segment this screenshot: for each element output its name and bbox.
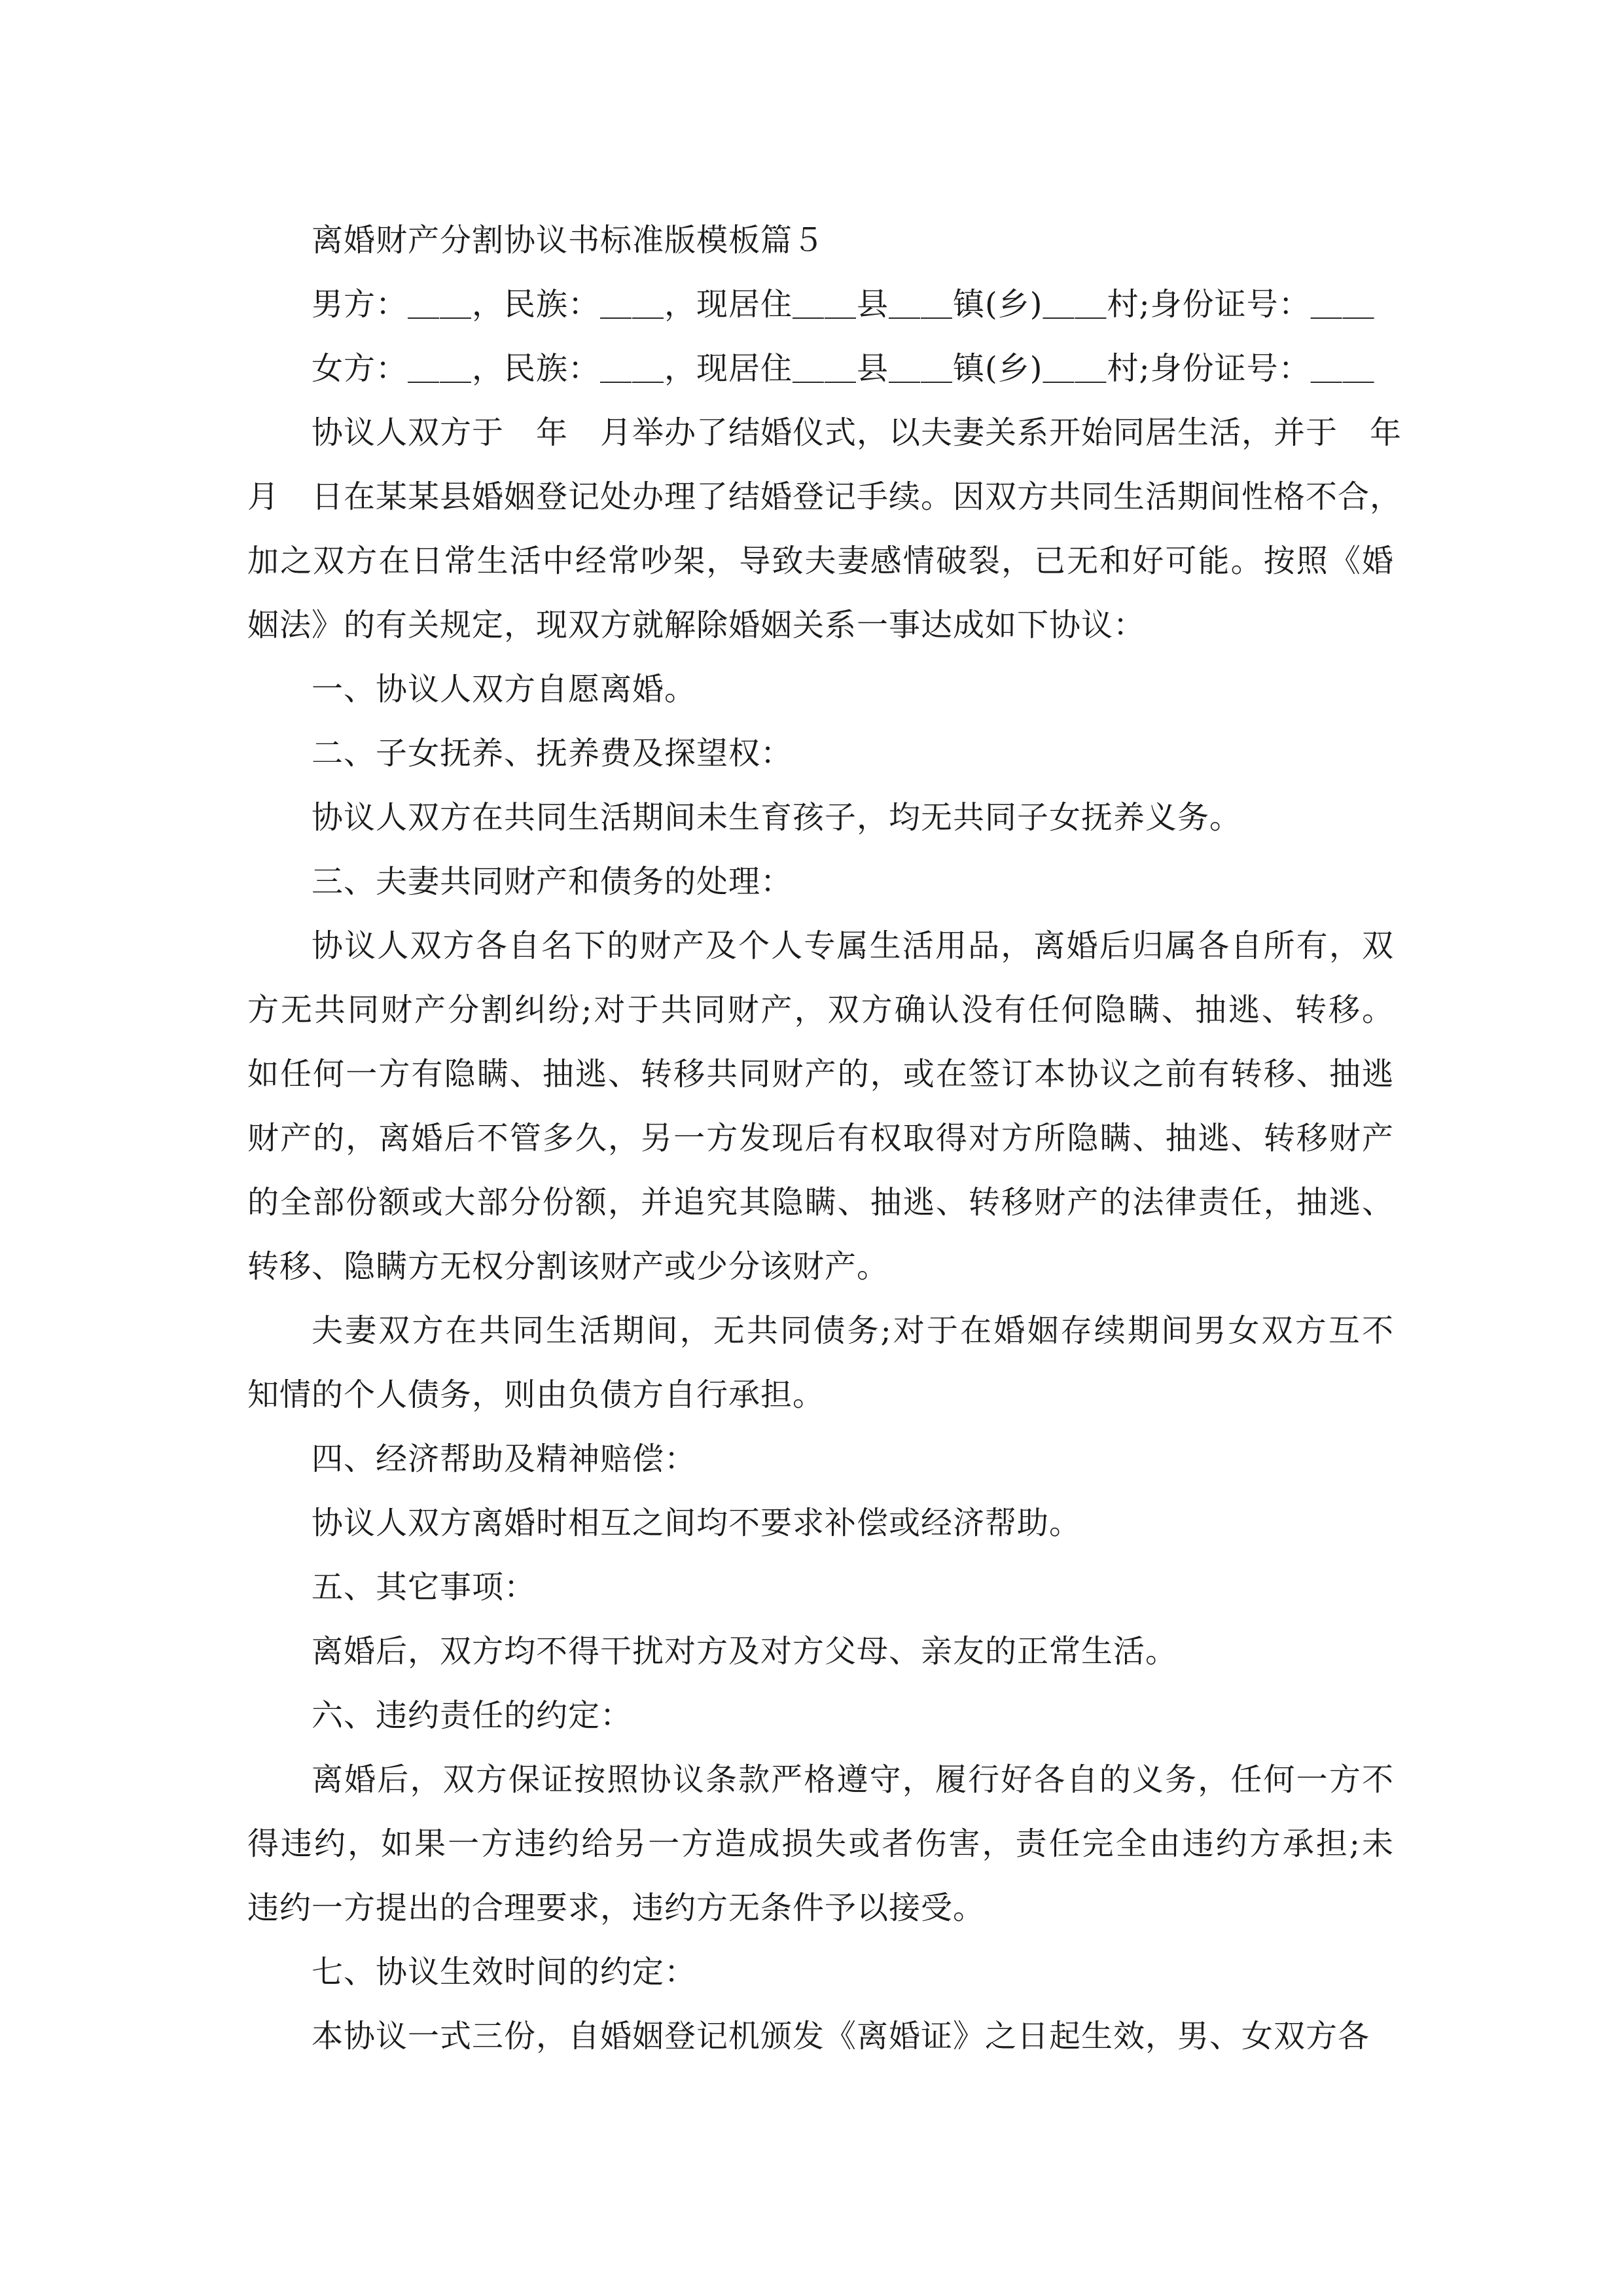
section-6-heading: 六、违约责任的约定：	[312, 1697, 633, 1734]
section-4-text: 协议人双方离婚时相互之间均不要求补偿或经济帮助。	[312, 1505, 1082, 1541]
section-3-paragraph-2	[247, 1299, 1394, 1427]
section-6-paragraph	[247, 1748, 1394, 1940]
section-1-heading: 一、协议人双方自愿离婚。	[312, 671, 697, 708]
paragraph-line: 财产的，离婚后不管多久，另一方发现后有权取得对方所隐瞒、抽逃、转移财产	[247, 1120, 1394, 1157]
section-2-text: 协议人双方在共同生活期间未生育孩子，均无共同子女抚养义务。	[312, 799, 1242, 836]
paragraph-line: 知情的个人债务，则由负债方自行承担。	[247, 1376, 825, 1413]
paragraph-line: 姻法》的有关规定，现双方就解除婚姻关系一事达成如下协议：	[247, 607, 1146, 643]
document-body	[247, 208, 1402, 2068]
intro-paragraph	[247, 401, 1402, 657]
section-4-heading: 四、经济帮助及精神赔偿：	[312, 1441, 697, 1477]
section-7-heading: 七、协议生效时间的约定：	[312, 1954, 697, 1990]
paragraph-line: 月 日在某某县婚姻登记处办理了结婚登记手续。因双方共同生活期间性格不合，	[247, 478, 1402, 515]
section-3-heading: 三、夫妻共同财产和债务的处理：	[312, 863, 793, 900]
paragraph-line: 协议人双方于 年 月举办了结婚仪式，以夫妻关系开始同居生活，并于 年	[312, 414, 1402, 451]
male-party-info: 男方：＿＿，民族：＿＿，现居住＿＿县＿＿镇(乡)＿＿村;身份证号：＿＿	[312, 286, 1375, 323]
paragraph-line: 协议人双方各自名下的财产及个人专属生活用品，离婚后归属各自所有，双	[312, 927, 1394, 964]
paragraph-line: 离婚后，双方保证按照协议条款严格遵守，履行好各自的义务，任何一方不	[312, 1761, 1394, 1798]
paragraph-line: 加之双方在日常生活中经常吵架，导致夫妻感情破裂，已无和好可能。按照《婚	[247, 543, 1394, 579]
paragraph-line: 如任何一方有隐瞒、抽逃、转移共同财产的，或在签订本协议之前有转移、抽逃	[247, 1056, 1394, 1092]
section-5-heading: 五、其它事项：	[312, 1569, 537, 1605]
paragraph-line: 的全部份额或大部分份额，并追究其隐瞒、抽逃、转移财产的法律责任，抽逃、	[247, 1184, 1394, 1221]
paragraph-line: 得违约，如果一方违约给另一方造成损失或者伤害，责任完全由违约方承担;未	[247, 1825, 1394, 1862]
section-7-text: 本协议一式三份，自婚姻登记机颁发《离婚证》之日起生效，男、女双方各	[312, 2018, 1370, 2054]
paragraph-line: 夫妻双方在共同生活期间，无共同债务;对于在婚姻存续期间男女双方互不	[312, 1312, 1394, 1349]
section-5-text: 离婚后，双方均不得干扰对方及对方父母、亲友的正常生活。	[312, 1633, 1178, 1670]
section-3-paragraph-1	[247, 914, 1394, 1299]
document-title: 离婚财产分割协议书标准版模板篇５	[312, 222, 825, 259]
section-2-heading: 二、子女抚养、抚养费及探望权：	[312, 735, 793, 772]
female-party-info: 女方：＿＿，民族：＿＿，现居住＿＿县＿＿镇(乡)＿＿村;身份证号：＿＿	[312, 350, 1375, 387]
paragraph-line: 转移、隐瞒方无权分割该财产或少分该财产。	[247, 1248, 889, 1285]
paragraph-line: 违约一方提出的合理要求，违约方无条件予以接受。	[247, 1890, 986, 1926]
paragraph-line: 方无共同财产分割纠纷;对于共同财产，双方确认没有任何隐瞒、抽逃、转移。	[247, 992, 1394, 1028]
